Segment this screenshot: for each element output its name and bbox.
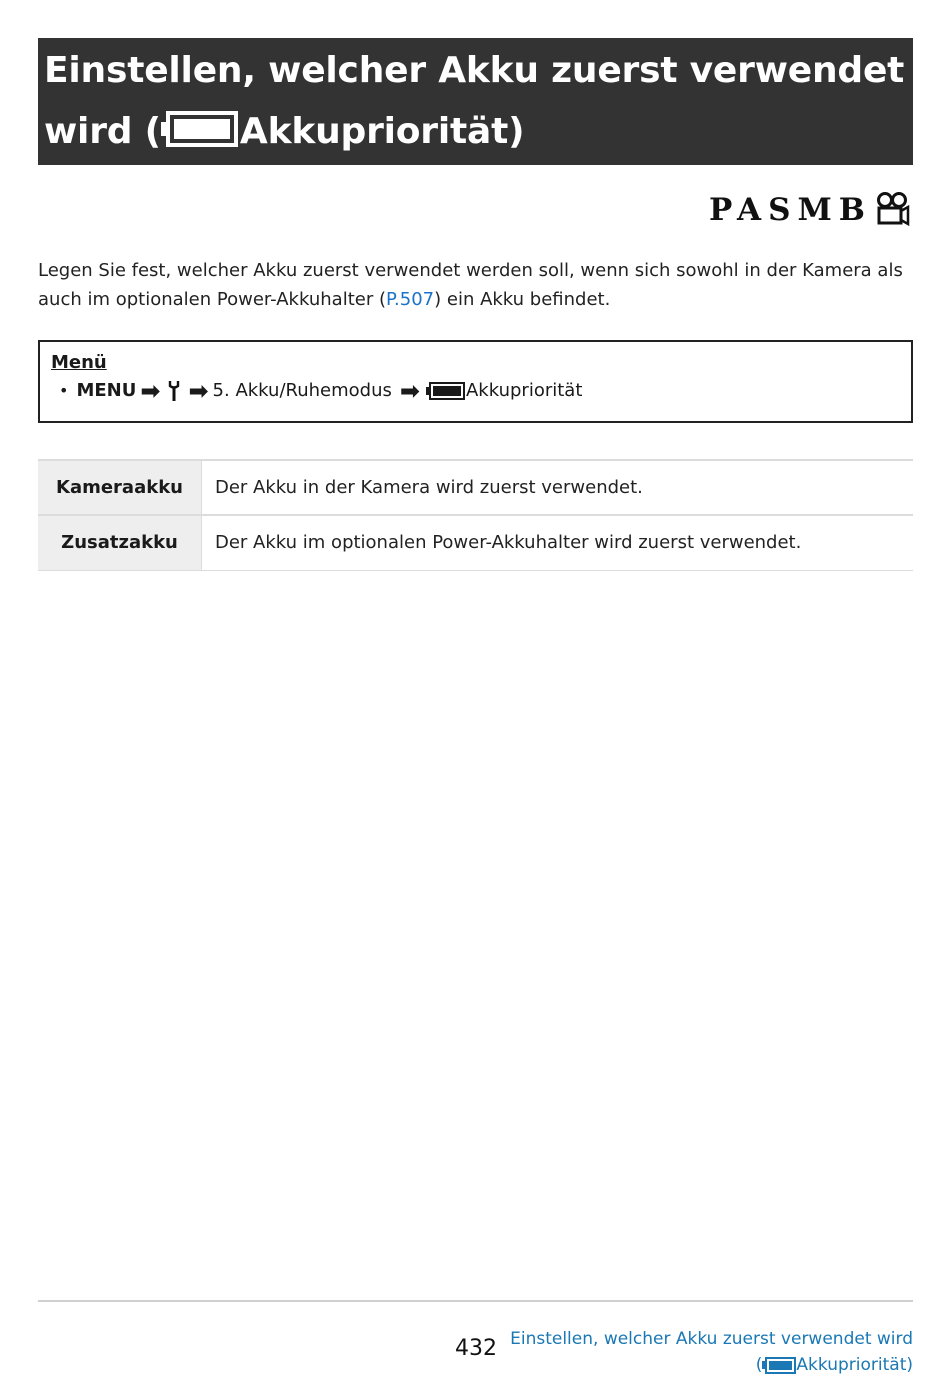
battery-icon — [762, 1357, 796, 1374]
bullet: • — [59, 381, 69, 400]
page-number: 432 — [455, 1336, 497, 1361]
footer-link-line-1[interactable]: Einstellen, welcher Akku zuerst verwendet wird — [510, 1329, 913, 1349]
intro-text-before: Legen Sie fest, welcher Akku zuerst verwendet werden soll, wenn sich sowohl in der Kamera als auch im optionalen Power-Akkuhalter ( — [38, 260, 903, 310]
menu-step-label: 5. Akku/Ruhemodus — [212, 380, 392, 401]
menu-heading: Menü — [51, 352, 107, 373]
title-prefix: wird ( — [44, 111, 161, 152]
movie-camera-icon — [874, 192, 910, 228]
table-row — [38, 460, 913, 515]
footer-divider — [38, 1300, 913, 1302]
battery-icon — [426, 382, 465, 400]
intro-paragraph — [38, 256, 918, 314]
page-title-line-1: Einstellen, welcher Akku zuerst verwendet — [44, 50, 905, 91]
page-reference-link[interactable]: P.507 — [385, 289, 435, 310]
menu-button-label: MENU — [76, 380, 137, 401]
footer-section-link[interactable] — [510, 1326, 913, 1378]
options-table — [38, 459, 913, 571]
table-row — [38, 515, 913, 570]
shooting-modes — [709, 192, 910, 228]
option-description: Der Akku im optionalen Power-Akkuhalter wird zuerst verwendet. — [215, 532, 802, 554]
menu-path — [59, 376, 900, 406]
arrow-right-icon: ➡ — [188, 377, 209, 405]
page-title-line-2 — [44, 101, 905, 162]
option-name: Zusatzakku — [38, 515, 202, 570]
menu-path-box — [38, 340, 913, 423]
footer-link-line-2[interactable] — [510, 1352, 913, 1378]
menu-item-label: Akkupriorität — [465, 380, 583, 401]
arrow-right-icon: ➡ — [399, 377, 420, 405]
footer-link-suffix: Akkupriorität) — [796, 1355, 913, 1375]
battery-icon — [161, 111, 238, 147]
intro-text-after: ) ein Akku befindet. — [434, 289, 611, 310]
title-suffix: Akkupriorität) — [239, 111, 525, 152]
arrow-right-icon: ➡ — [140, 377, 161, 405]
mode-letters: PASMB — [708, 192, 872, 228]
option-name: Kameraakku — [38, 460, 202, 515]
wrench-icon — [167, 380, 181, 402]
footer-link-prefix: ( — [755, 1355, 763, 1375]
page-title-banner — [38, 38, 913, 165]
option-description: Der Akku in der Kamera wird zuerst verwendet. — [215, 477, 643, 498]
